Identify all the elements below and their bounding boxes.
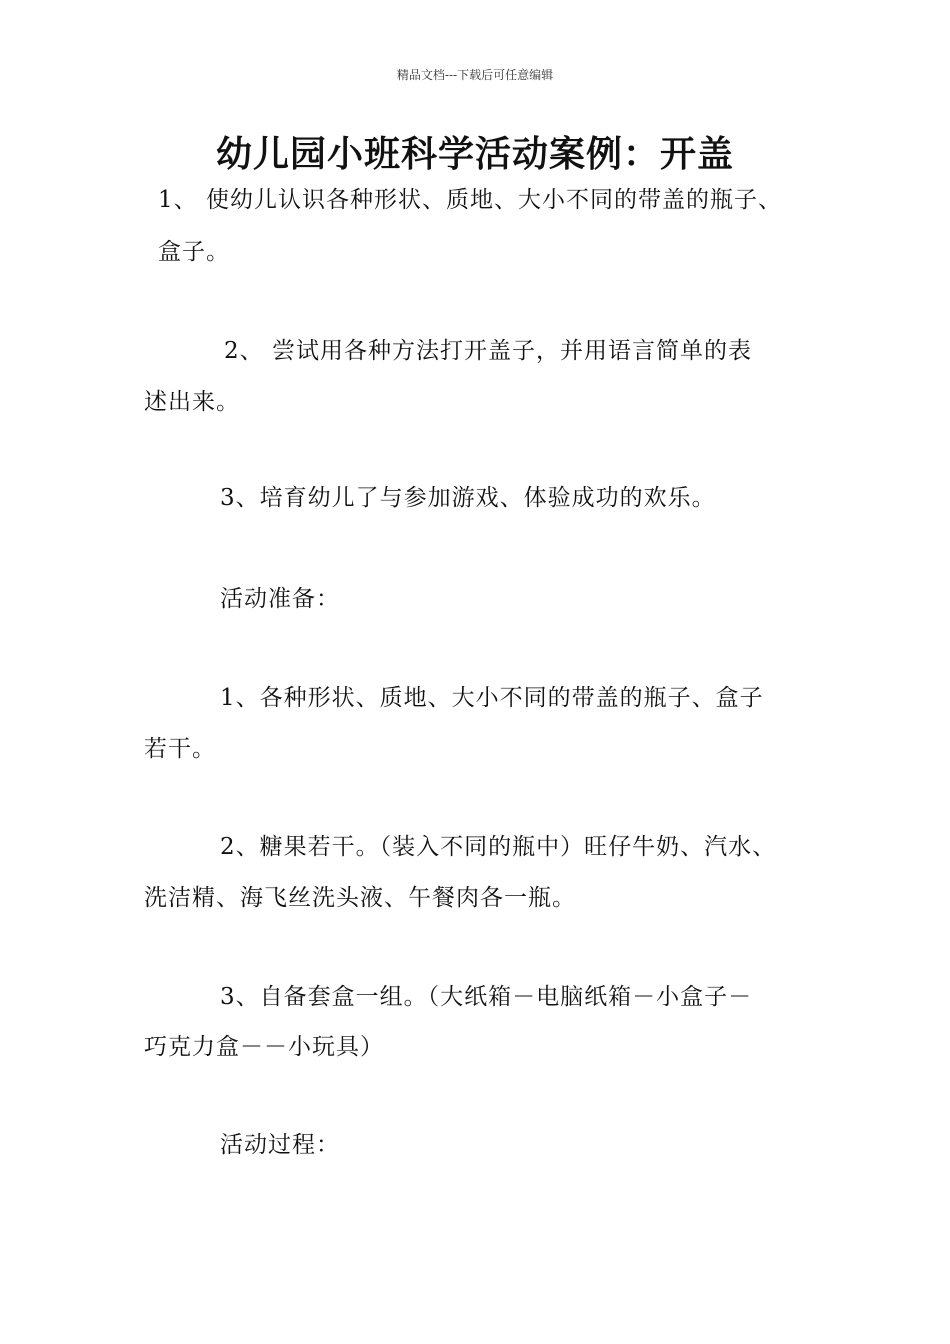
goal-3-line-1: 3、培育幼儿了与参加游戏、体验成功的欢乐。 xyxy=(220,485,716,511)
preparation-2-line-1: 2、糖果若干。（装入不同的瓶中）旺仔牛奶、汽水、 xyxy=(220,834,777,860)
preparation-3-line-2: 巧克力盒－－小玩具） xyxy=(144,1034,384,1060)
preparation-1-line-1: 1、各种形状、质地、大小不同的带盖的瓶子、盒子 xyxy=(220,685,764,711)
goal-1-line-1: 1、 使幼儿认识各种形状、质地、大小不同的带盖的瓶子、 xyxy=(158,187,782,213)
goal-2-line-1: 2、 尝试用各种方法打开盖子，并用语言简单的表 xyxy=(224,338,752,364)
preparation-3-line-1: 3、自备套盒一组。（大纸箱－电脑纸箱－小盒子－ xyxy=(220,984,753,1010)
preparation-2-line-2: 洗洁精、海飞丝洗头液、午餐肉各一瓶。 xyxy=(144,885,576,911)
document-title: 幼儿园小班科学活动案例：开盖 xyxy=(215,134,734,175)
goal-1-line-2: 盒子。 xyxy=(158,239,230,265)
header-note: 精品文档---下载后可任意编辑 xyxy=(396,68,554,82)
preparation-1-line-2: 若干。 xyxy=(144,736,216,762)
goal-2-line-2: 述出来。 xyxy=(144,389,240,415)
preparation-heading: 活动准备： xyxy=(220,586,340,612)
process-heading: 活动过程： xyxy=(220,1132,340,1158)
